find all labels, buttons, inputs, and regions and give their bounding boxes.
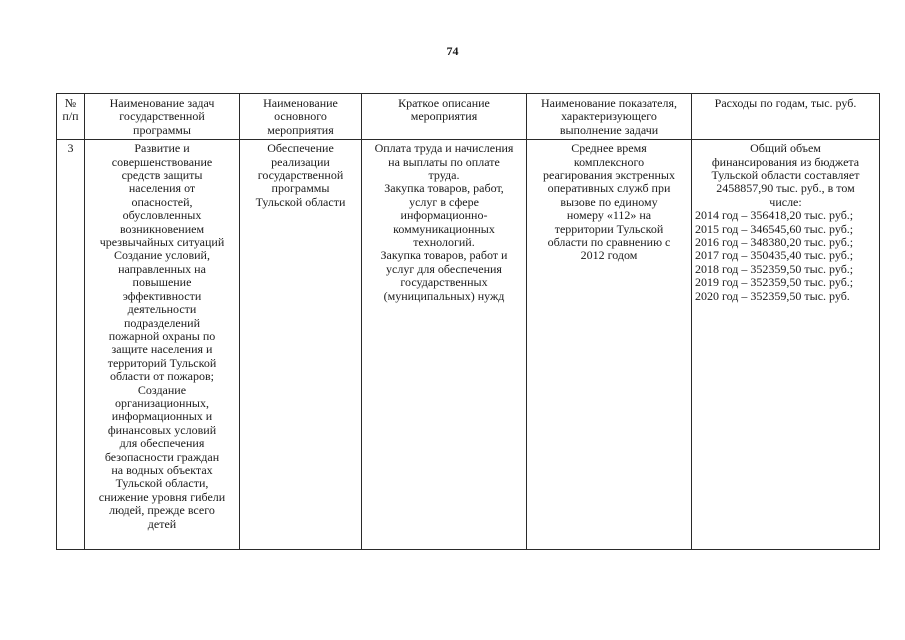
header-expenses-label: Расходы по годам, тыс. руб. <box>714 96 857 110</box>
row-indicator-cell <box>527 140 692 550</box>
header-description <box>362 94 527 140</box>
header-measure-label: Наименование основного мероприятия <box>263 96 338 137</box>
page-number: 74 <box>446 44 459 58</box>
row-measure-cell <box>240 140 362 550</box>
expense-year-item: 2015 год – 346545,60 тыс. руб.; <box>695 221 854 236</box>
expense-year-item: 2017 год – 350435,40 тыс. руб.; <box>695 248 854 263</box>
expense-year-item: 2020 год – 352359,50 тыс. руб. <box>695 288 850 303</box>
row-description: Оплата труда и начисления на выплаты по оплате труда. Закупка товаров, работ, услуг в сфере информационно- коммуникационных технологий. Закупка товаров, работ и услуг для обеспечения государственных (муниципальных) нужд <box>374 141 514 303</box>
header-measure <box>240 94 362 140</box>
header-num <box>57 94 85 140</box>
header-expenses <box>692 94 880 140</box>
header-indicator-label: Наименование показателя, характеризующего выполнение задачи <box>541 96 677 137</box>
row-indicator: Среднее время комплексного реагирования экстренных оперативных служб при вызове по единому номеру «112» на территории Тульской области по сравнению с 2012 годом <box>543 141 675 263</box>
expense-year-item: 2016 год – 348380,20 тыс. руб.; <box>695 235 854 250</box>
header-tasks-label: Наименование задач государственной программы <box>109 96 215 137</box>
header-description-label: Краткое описание мероприятия <box>398 96 490 124</box>
expenses-total: Общий объем финансирования из бюджета Тульской области составляет 2458857,90 тыс. руб., в том числе: <box>711 141 860 209</box>
header-row <box>57 94 880 140</box>
row-tasks-cell <box>85 140 240 550</box>
table-row <box>57 140 880 550</box>
row-measure: Обеспечение реализации государственной программы Тульской области <box>255 141 346 209</box>
expenses-years-list <box>695 209 876 303</box>
header-num-label: № п/п <box>62 96 79 124</box>
expense-year-item: 2018 год – 352359,50 тыс. руб.; <box>695 261 854 276</box>
row-num: 3 <box>67 141 74 156</box>
program-table <box>56 93 880 550</box>
header-indicator <box>527 94 692 140</box>
header-tasks <box>85 94 240 140</box>
row-description-cell <box>362 140 527 550</box>
expense-year-item: 2019 год – 352359,50 тыс. руб.; <box>695 275 854 290</box>
expense-year-item: 2014 год – 356418,20 тыс. руб.; <box>695 208 854 223</box>
row-num-cell <box>57 140 85 550</box>
row-tasks: Развитие и совершенствование средств защиты населения от опасностей, обусловленных возникновением чрезвычайных ситуаций Создание условий, направленных на повышение эффективности деятельности подразделений пожарной охраны по защите населения и территорий Тульской области от пожаров; Создание организационных, информационных и финансовых условий для обеспечения безопасности граждан на водных объектах Тульской области, снижение уровня гибели людей, прежде всего детей <box>98 141 226 531</box>
table-header <box>57 94 880 140</box>
row-expenses-cell <box>692 140 880 550</box>
